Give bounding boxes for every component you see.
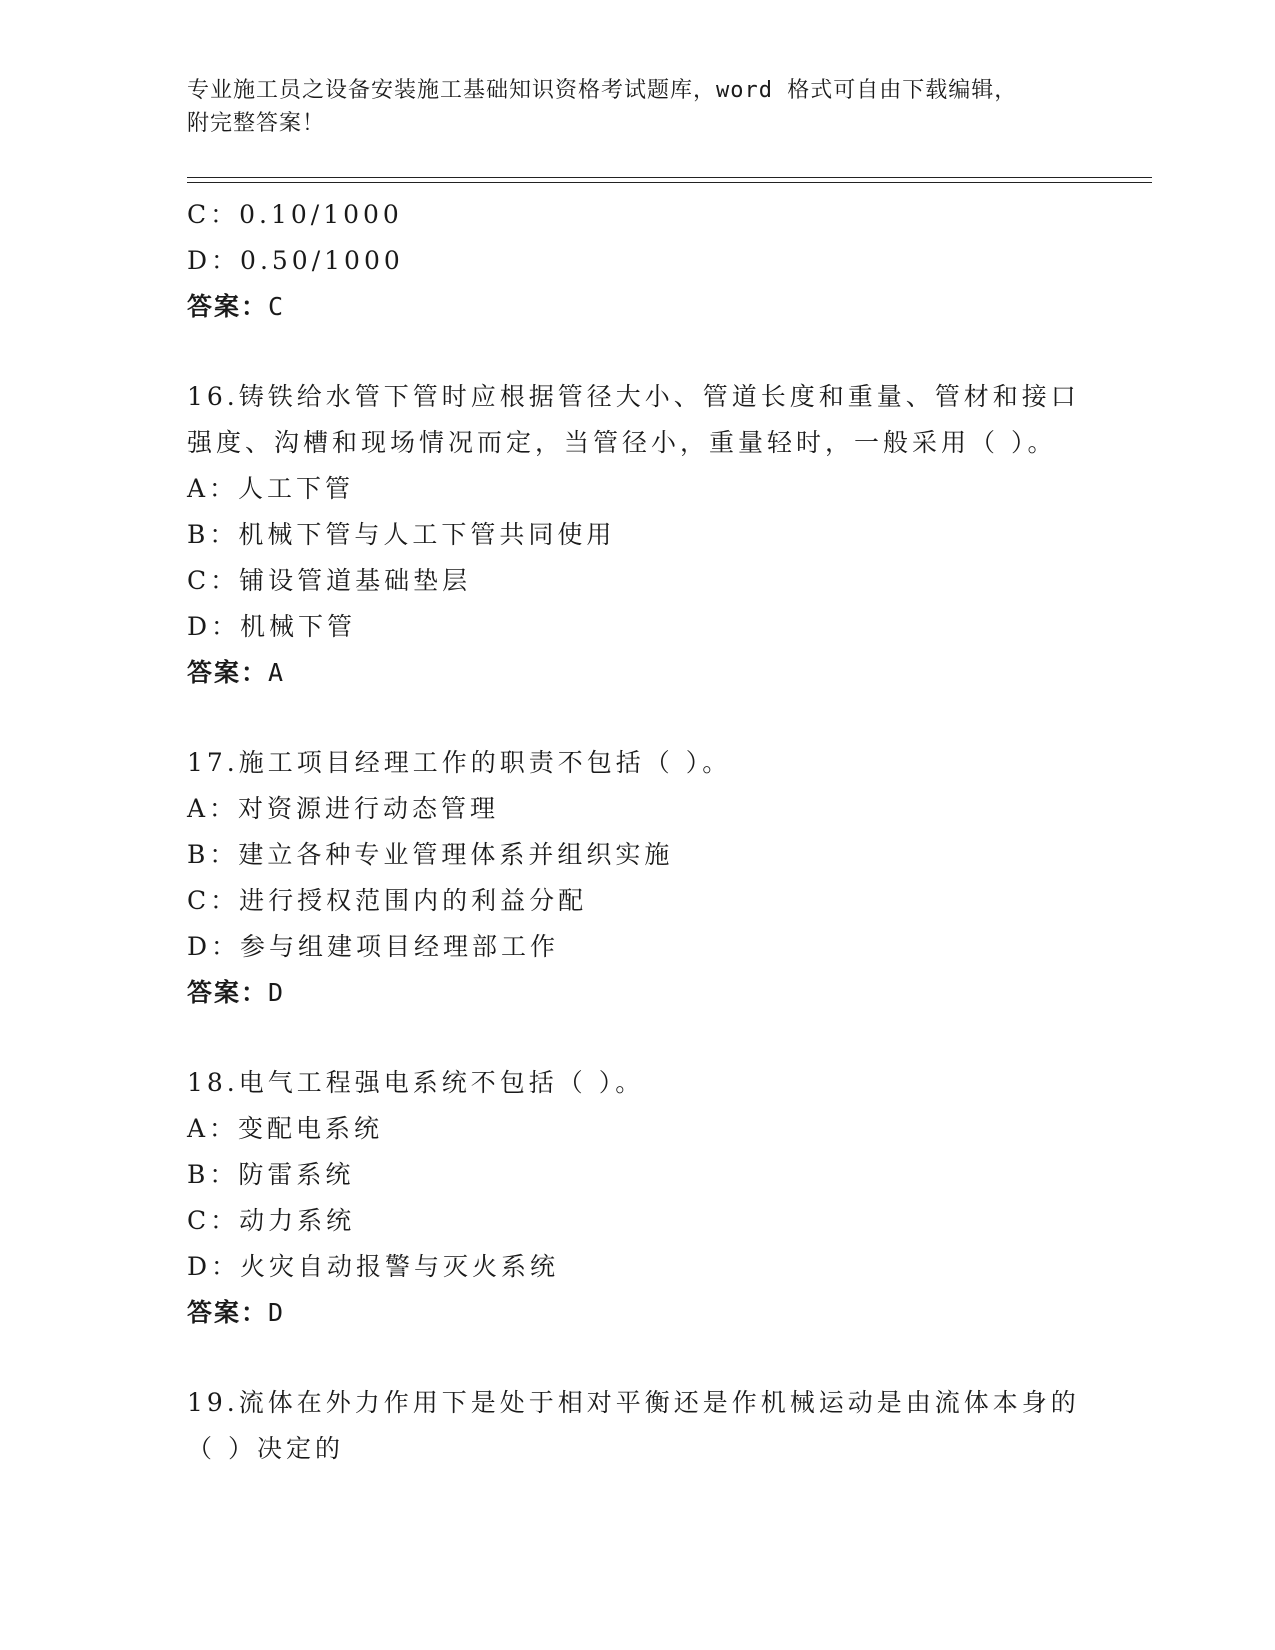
spacer [187, 1016, 1087, 1060]
question-stem-line: 19.流体在外力作用下是处于相对平衡还是作机械运动是由流体本身的 [187, 1388, 1080, 1417]
option-c: C：0.10/1000 [187, 200, 403, 229]
spacer [187, 696, 1087, 740]
answer-label: 答案： [187, 658, 269, 687]
answer-value: D [268, 1298, 286, 1327]
answer-line [187, 284, 1087, 330]
option-a: A：对资源进行动态管理 [187, 794, 500, 823]
option-c: C：进行授权范围内的利益分配 [187, 886, 588, 915]
answer-value: C [268, 292, 286, 321]
answer-value: A [268, 658, 286, 687]
answer-line [187, 650, 1087, 696]
option-d: D：0.50/1000 [187, 246, 404, 275]
question-18 [187, 1060, 1087, 1336]
option-b: B：机械下管与人工下管共同使用 [187, 520, 616, 549]
option-c: C：铺设管道基础垫层 [187, 566, 472, 595]
document-header [187, 74, 1087, 140]
question-stem-line: 强度、沟槽和现场情况而定，当管径小，重量轻时，一般采用（ ）。 [187, 428, 1057, 457]
question-15-continued [187, 192, 1087, 330]
answer-label: 答案： [187, 292, 269, 321]
answer-line [187, 1290, 1087, 1336]
header-divider-top [187, 177, 1152, 178]
question-stem-line: 18.电气工程强电系统不包括（ ）。 [187, 1068, 645, 1097]
option-d: D：参与组建项目经理部工作 [187, 932, 560, 961]
header-divider-bottom [187, 182, 1152, 183]
spacer [187, 330, 1087, 374]
option-d: D：火灾自动报警与灭火系统 [187, 1252, 560, 1281]
question-stem-line: （ ）决定的 [187, 1434, 344, 1463]
question-19 [187, 1380, 1087, 1472]
answer-line [187, 970, 1087, 1016]
option-a: A：人工下管 [187, 474, 355, 503]
answer-value: D [268, 978, 286, 1007]
question-list [187, 192, 1087, 1472]
header-line-1: 专业施工员之设备安装施工基础知识资格考试题库，word 格式可自由下载编辑， [187, 78, 1018, 103]
option-b: B：防雷系统 [187, 1160, 355, 1189]
answer-label: 答案： [187, 978, 269, 1007]
question-16 [187, 374, 1087, 696]
spacer [187, 1336, 1087, 1380]
question-stem-line: 17.施工项目经理工作的职责不包括（ ）。 [187, 748, 732, 777]
question-stem-line: 16.铸铁给水管下管时应根据管径大小、管道长度和重量、管材和接口 [187, 382, 1080, 411]
answer-label: 答案： [187, 1298, 269, 1327]
question-17 [187, 740, 1087, 1016]
option-d: D：机械下管 [187, 612, 357, 641]
option-b: B：建立各种专业管理体系并组织实施 [187, 840, 674, 869]
option-c: C：动力系统 [187, 1206, 356, 1235]
header-line-2: 附完整答案！ [187, 111, 326, 136]
option-a: A：变配电系统 [187, 1114, 384, 1143]
